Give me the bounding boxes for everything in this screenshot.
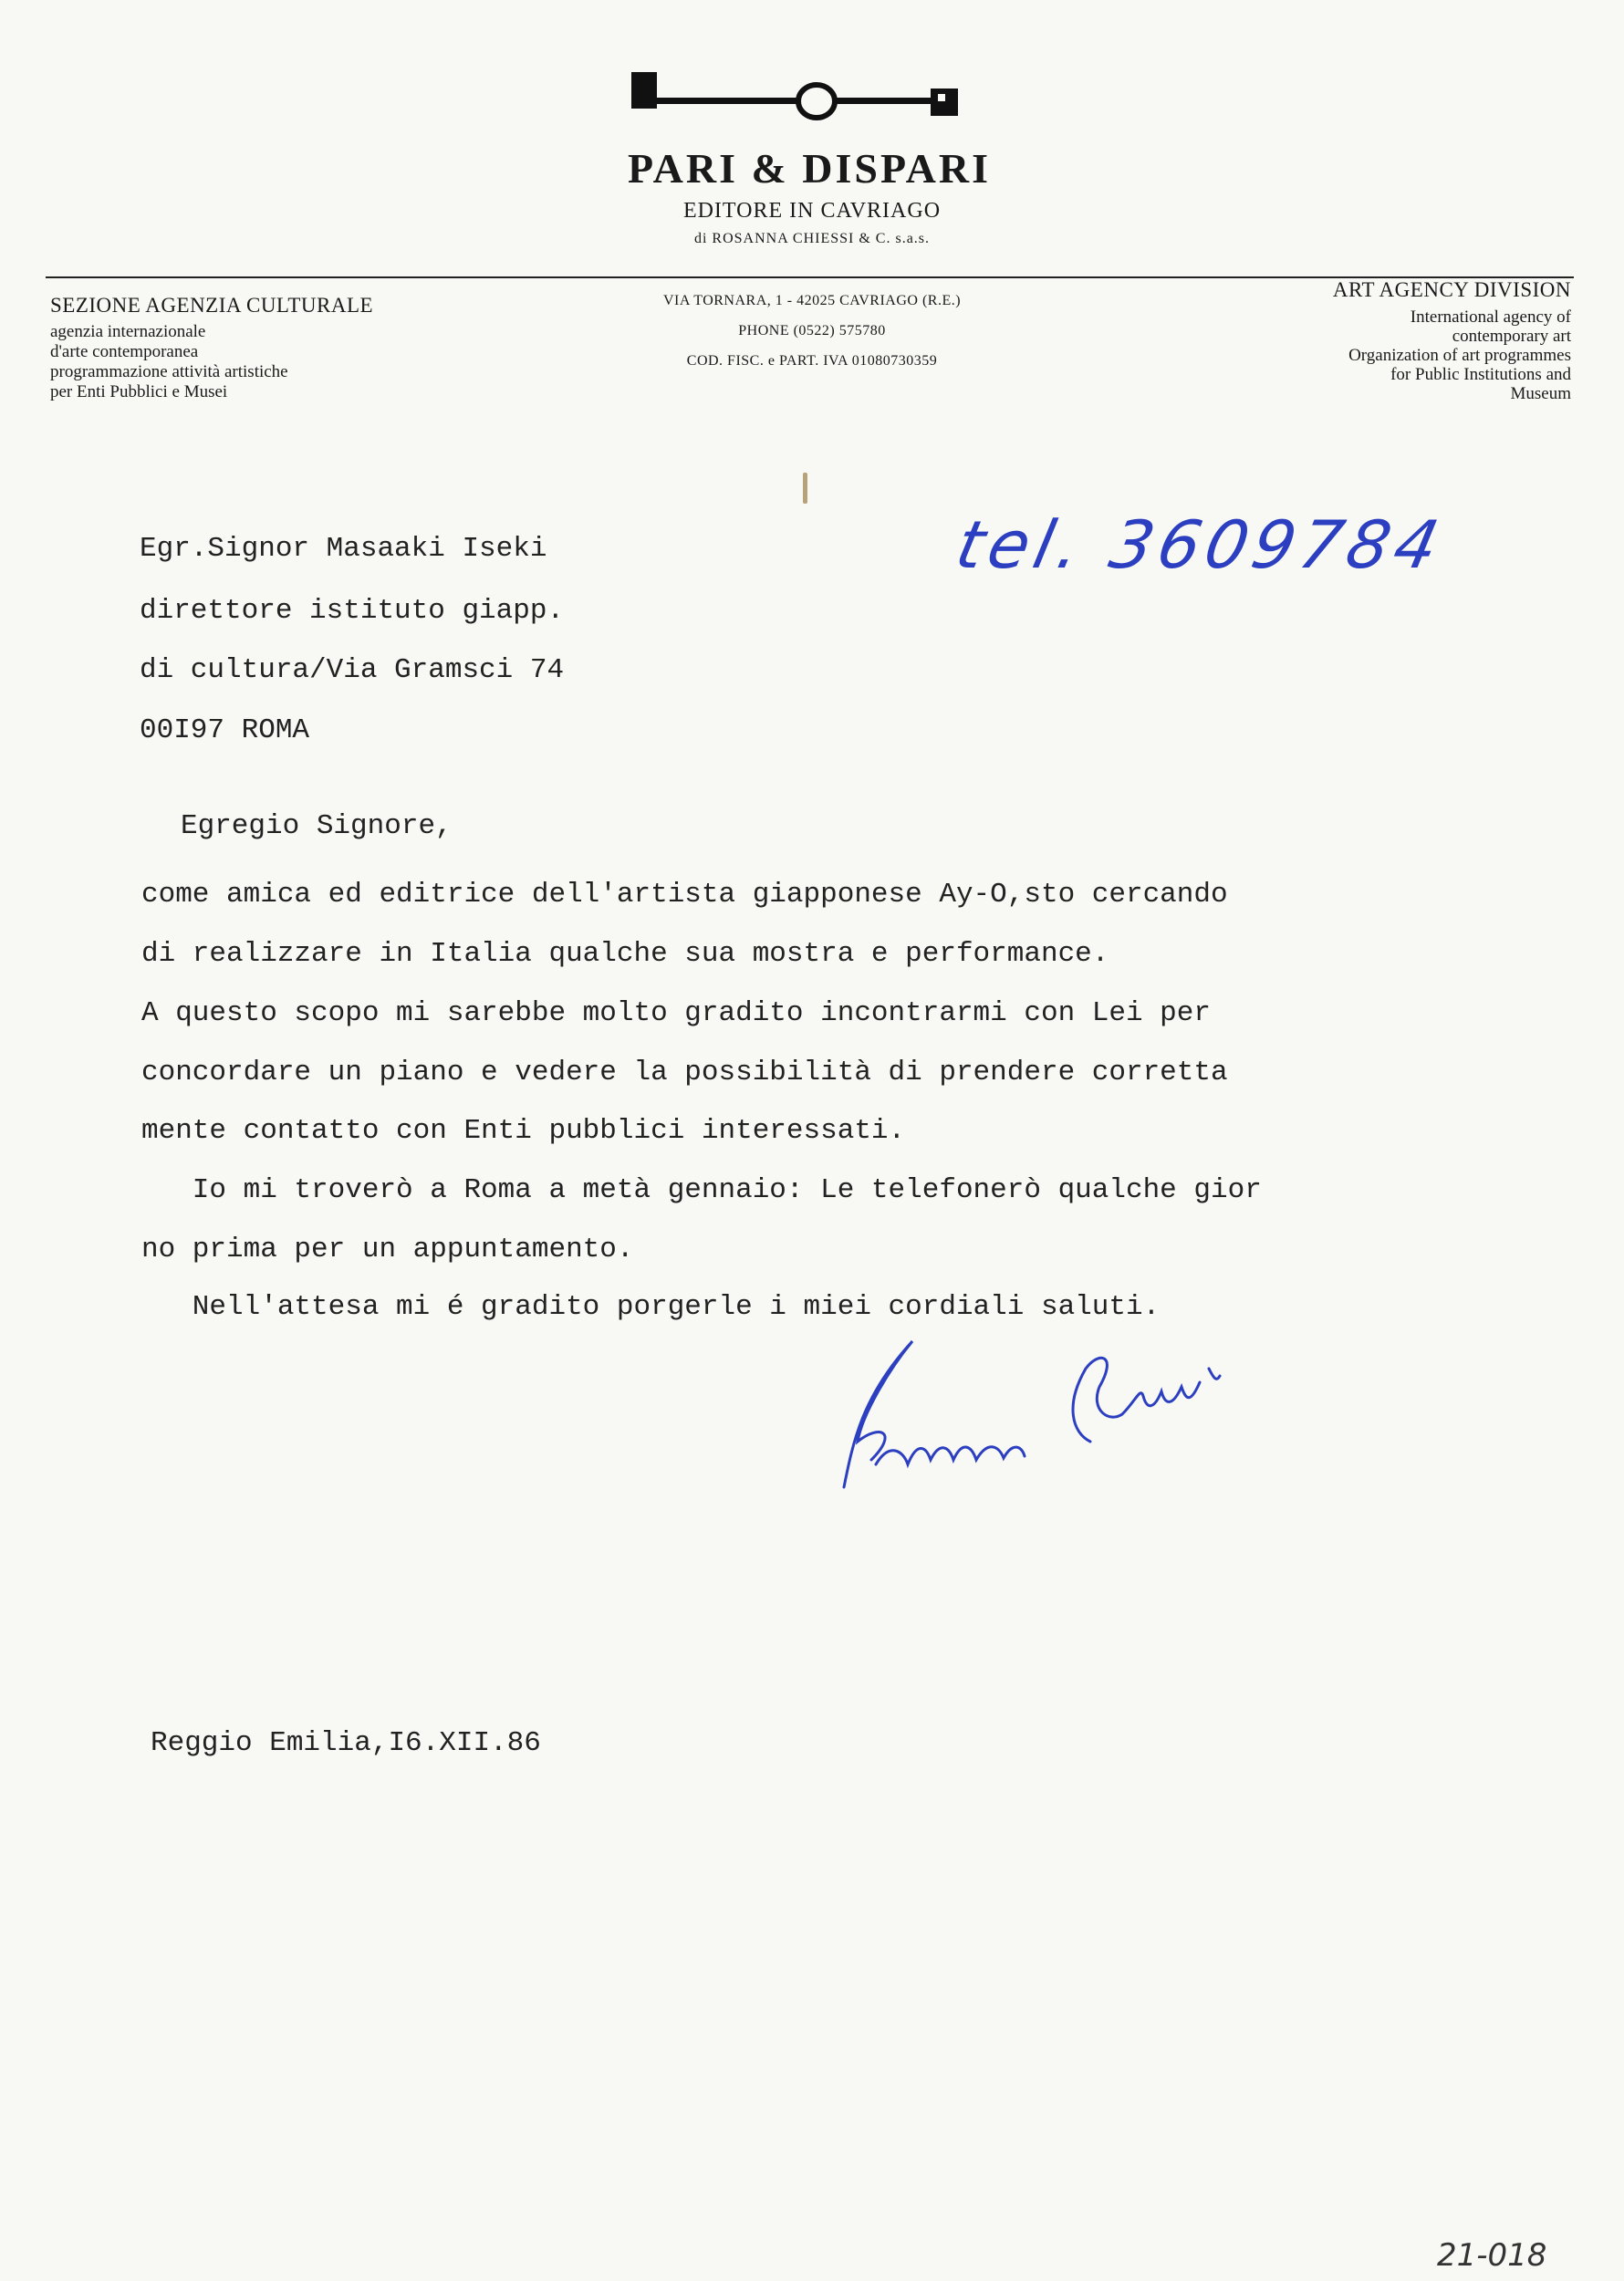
right-line: International agency of	[1410, 307, 1571, 327]
recipient-line: direttore istituto giapp.	[140, 595, 565, 627]
body-line: Io mi troverò a Roma a metà gennaio: Le telefonerò qualche gior	[141, 1174, 1262, 1206]
place-and-date: Reggio Emilia,I6.XII.86	[151, 1727, 541, 1759]
key-logo-icon	[630, 68, 976, 132]
brand-subtitle: EDITORE IN CAVRIAGO	[682, 199, 942, 223]
left-line: agenzia internazionale	[50, 322, 206, 341]
salutation: Egregio Signore,	[181, 810, 453, 842]
handwritten-signature	[826, 1332, 1245, 1505]
body-line: Nell'attesa mi é gradito porgerle i miei cordiali saluti.	[141, 1291, 1161, 1323]
body-line: di realizzare in Italia qualche sua mostra e performance.	[141, 938, 1109, 970]
phone-line: PHONE (0522) 575780	[738, 323, 886, 339]
right-line: for Public Institutions and	[1390, 365, 1571, 384]
brand-owner: di ROSANNA CHIESSI & C. s.a.s.	[693, 231, 931, 246]
paper-mark	[803, 473, 807, 504]
body-line: concordare un piano e vedere la possibilità di prendere corretta	[141, 1057, 1228, 1088]
body-line: mente contatto con Enti pubblici interessati.	[141, 1115, 906, 1147]
left-line: d'arte contemporanea	[50, 342, 199, 361]
brand-name: PARI & DISPARI	[627, 145, 992, 192]
left-heading: SEZIONE AGENZIA CULTURALE	[50, 294, 374, 317]
right-line: Organization of art programmes	[1348, 346, 1571, 365]
letterhead-center-column	[584, 286, 1040, 376]
left-line: programmazione attività artistiche	[50, 362, 288, 381]
recipient-line: di cultura/Via Gramsci 74	[140, 654, 565, 686]
left-line: per Enti Pubblici e Musei	[50, 382, 228, 401]
right-line: contemporary art	[1452, 327, 1571, 346]
handwritten-phone: tel. 3609784	[950, 506, 1451, 583]
recipient-line: Egr.Signor Masaaki Iseki	[140, 533, 547, 565]
letterhead-left-column	[50, 294, 470, 401]
right-heading: ART AGENCY DIVISION	[1332, 278, 1571, 301]
right-line: Museum	[1510, 384, 1571, 403]
tax-code-line: COD. FISC. e PART. IVA 01080730359	[686, 353, 938, 369]
archive-number: 21-018	[1437, 2237, 1547, 2274]
recipient-line: 00I97 ROMA	[140, 714, 310, 746]
body-line: come amica ed editrice dell'artista giapponese Ay-O,sto cercando	[141, 879, 1228, 911]
body-line: no prima per un appuntamento.	[141, 1234, 634, 1265]
address-line: VIA TORNARA, 1 - 42025 CAVRIAGO (R.E.)	[662, 293, 962, 308]
letterhead-right-column	[1115, 278, 1571, 403]
body-line: A questo scopo mi sarebbe molto gradito incontrarmi con Lei per	[141, 997, 1211, 1029]
